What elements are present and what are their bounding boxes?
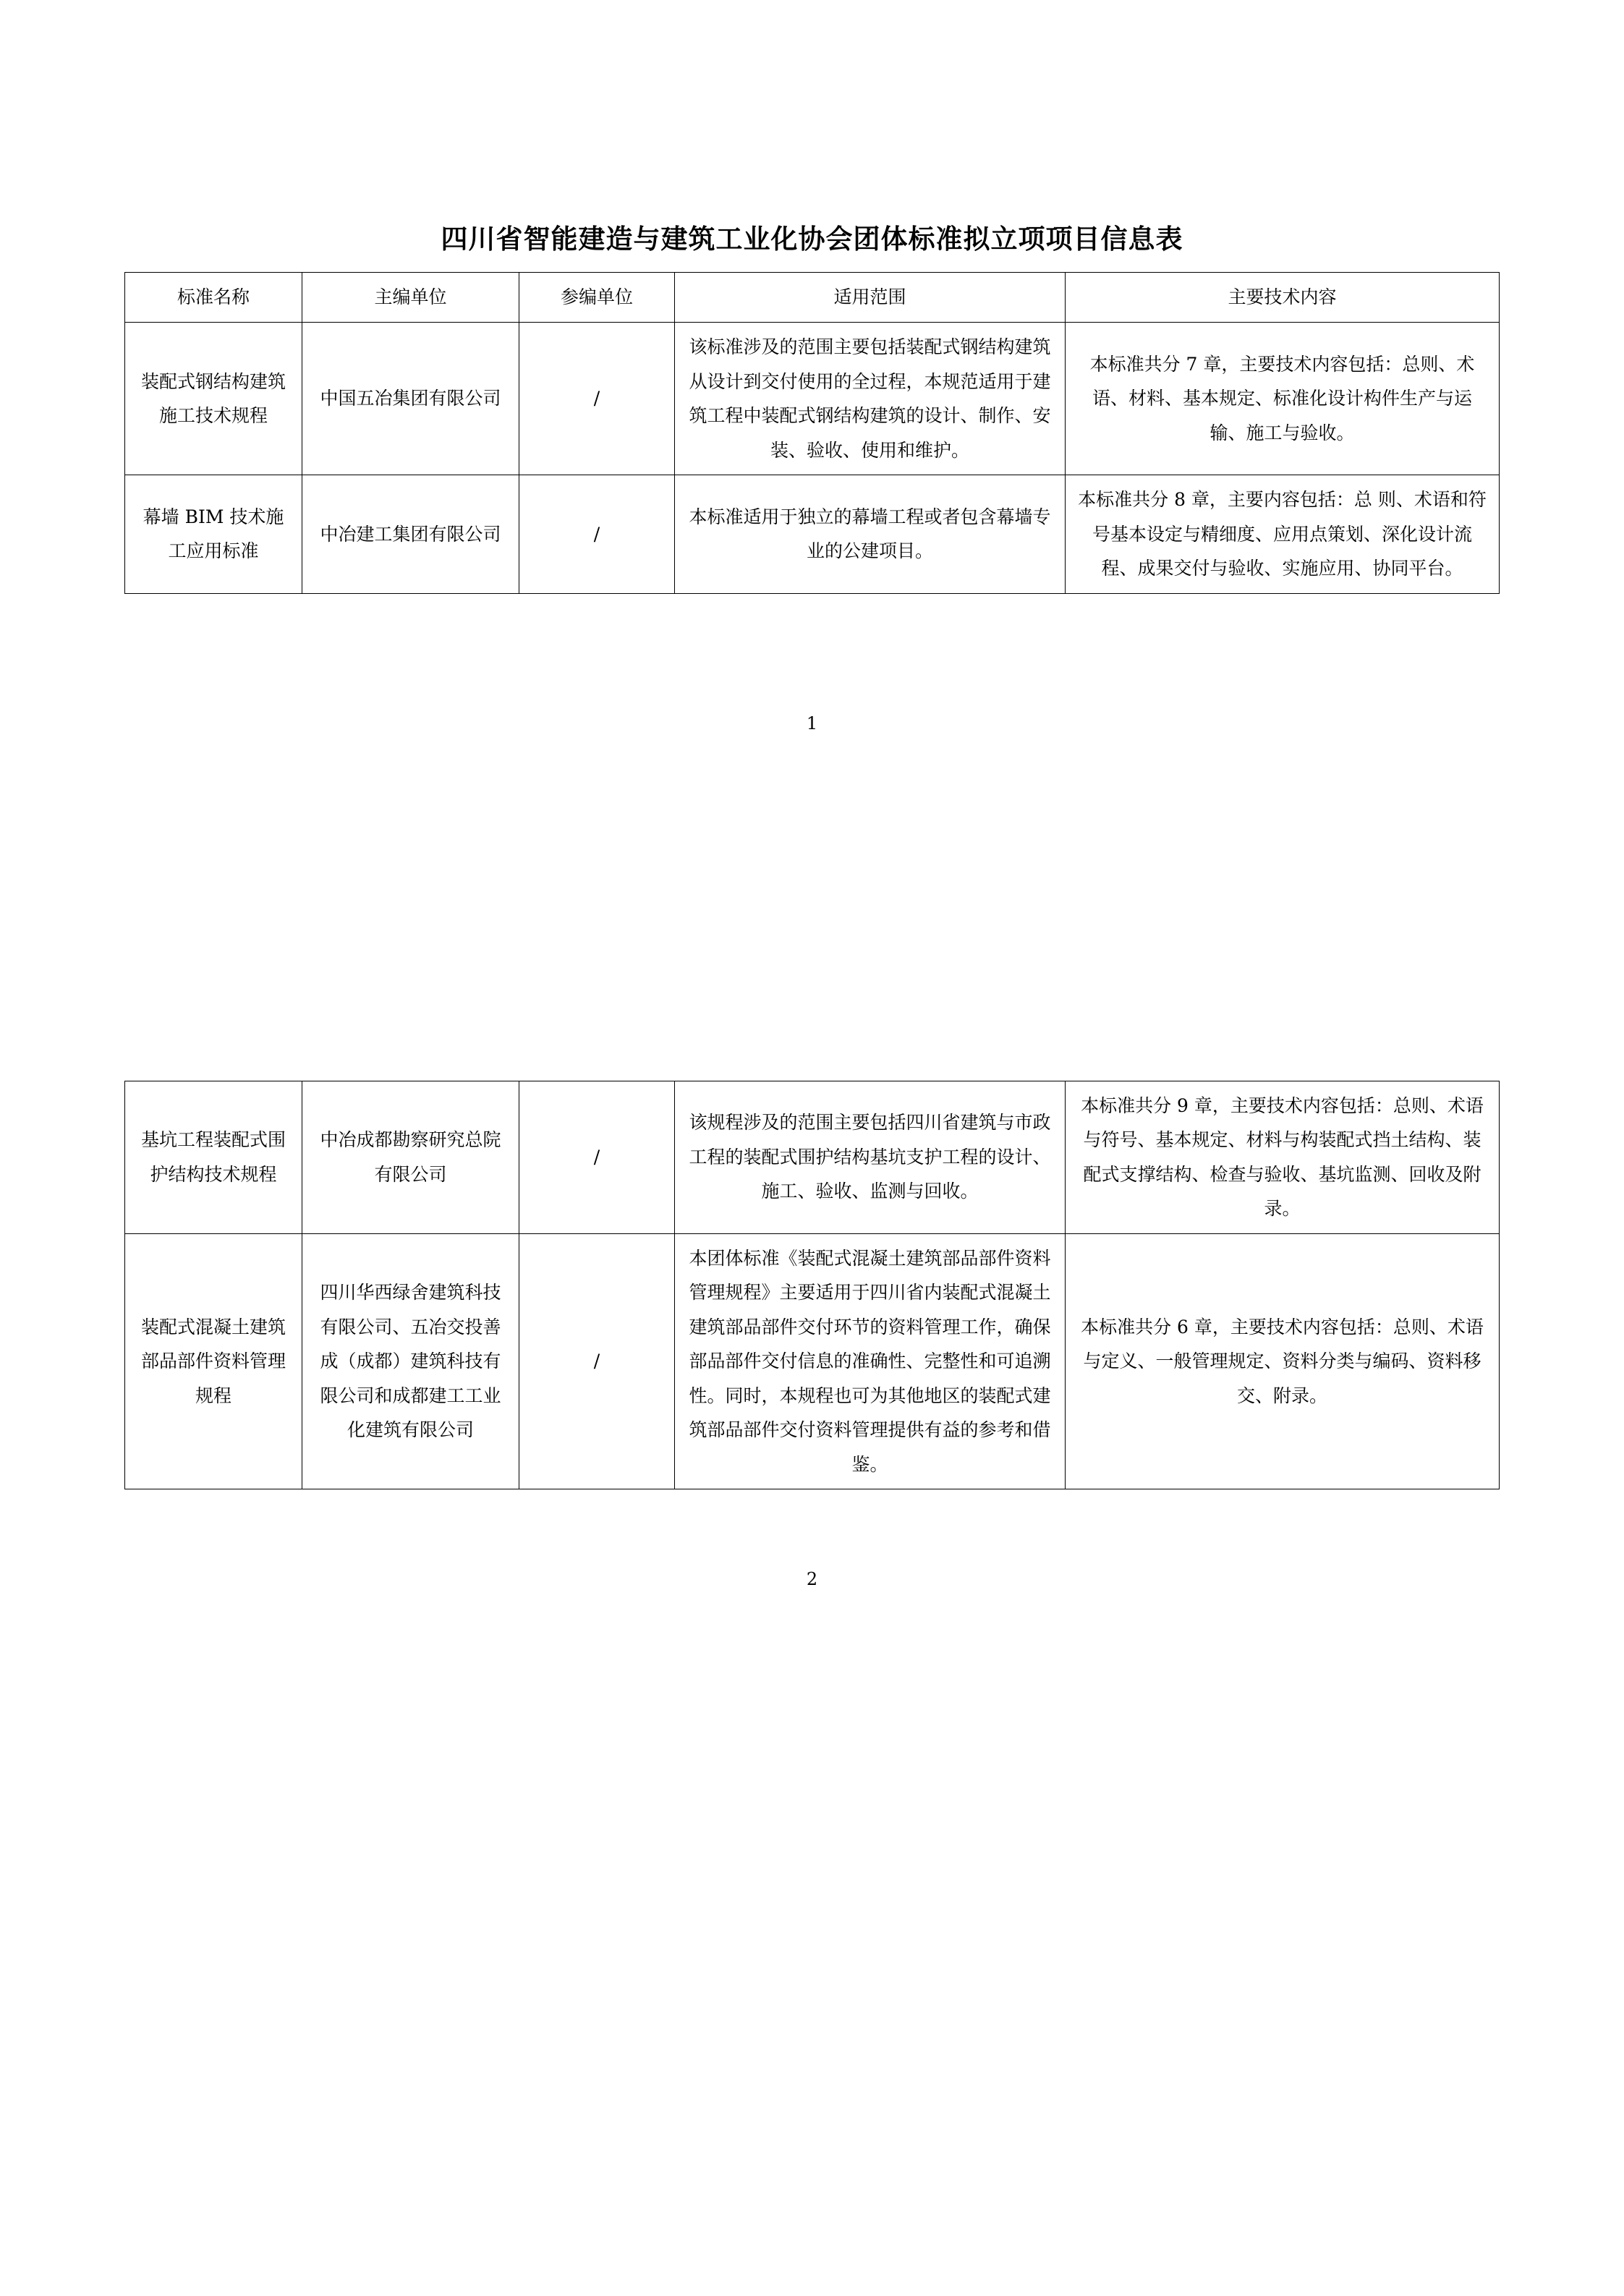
column-header-lead-unit: 主编单位 [302, 273, 519, 323]
cell-scope: 该标准涉及的范围主要包括装配式钢结构建筑从设计到交付使用的全过程，本规范适用于建筑工程中装配式钢结构建筑的设计、制作、安装、验收、使用和维护。 [675, 323, 1066, 475]
page-break-gap [65, 734, 1559, 1081]
cell-scope: 本团体标准《装配式混凝土建筑部品部件资料管理规程》主要适用于四川省内装配式混凝土建筑部品部件交付环节的资料管理工作，确保部品部件交付信息的准确性、完整性和可追溯性。同时，本规程也可为其他地区的装配式建筑部品部件交付资料管理提供有益的参考和借鉴。 [675, 1233, 1066, 1489]
standards-table-page-1 [124, 272, 1500, 594]
table-row [125, 1233, 1500, 1489]
cell-technical-content: 本标准共分 7 章，主要技术内容包括：总则、术语、材料、基本规定、标准化设计构件生产与运输、施工与验收。 [1066, 323, 1500, 475]
cell-lead-unit: 中国五冶集团有限公司 [302, 323, 519, 475]
cell-lead-unit: 中冶建工集团有限公司 [302, 475, 519, 594]
page-number-2: 2 [806, 1569, 818, 1589]
table-row [125, 475, 1500, 594]
cell-co-unit: / [519, 475, 675, 594]
standards-table-page-2 [124, 1081, 1500, 1490]
table-row [125, 323, 1500, 475]
page-title: 四川省智能建造与建筑工业化协会团体标准拟立项项目信息表 [441, 223, 1183, 255]
cell-standard-name: 装配式混凝土建筑部品部件资料管理规程 [125, 1233, 302, 1489]
cell-standard-name: 基坑工程装配式围护结构技术规程 [125, 1081, 302, 1233]
cell-co-unit: / [519, 1081, 675, 1233]
cell-technical-content: 本标准共分 8 章，主要内容包括：总 则、术语和符号基本设定与精细度、应用点策划、深化设计流程、成果交付与验收、实施应用、协同平台。 [1066, 475, 1500, 594]
page-number-1: 1 [806, 713, 818, 734]
column-header-technical-content: 主要技术内容 [1066, 273, 1500, 323]
cell-technical-content: 本标准共分 6 章，主要技术内容包括：总则、术语与定义、一般管理规定、资料分类与编码、资料移交、附录。 [1066, 1233, 1500, 1489]
table-row [125, 1081, 1500, 1233]
cell-scope: 该规程涉及的范围主要包括四川省建筑与市政工程的装配式围护结构基坑支护工程的设计、施工、验收、监测与回收。 [675, 1081, 1066, 1233]
cell-technical-content: 本标准共分 9 章，主要技术内容包括：总则、术语与符号、基本规定、材料与构装配式挡土结构、装配式支撑结构、检查与验收、基坑监测、回收及附录。 [1066, 1081, 1500, 1233]
table-header-row [125, 273, 1500, 323]
column-header-standard-name: 标准名称 [125, 273, 302, 323]
cell-lead-unit: 中冶成都勘察研究总院有限公司 [302, 1081, 519, 1233]
cell-standard-name: 幕墙 BIM 技术施工应用标准 [125, 475, 302, 594]
cell-co-unit: / [519, 1233, 675, 1489]
cell-co-unit: / [519, 323, 675, 475]
cell-scope: 本标准适用于独立的幕墙工程或者包含幕墙专业的公建项目。 [675, 475, 1066, 594]
column-header-co-unit: 参编单位 [519, 273, 675, 323]
column-header-scope: 适用范围 [675, 273, 1066, 323]
cell-lead-unit: 四川华西绿舍建筑科技有限公司、五冶交投善成（成都）建筑科技有限公司和成都建工工业化建筑有限公司 [302, 1233, 519, 1489]
cell-standard-name: 装配式钢结构建筑施工技术规程 [125, 323, 302, 475]
